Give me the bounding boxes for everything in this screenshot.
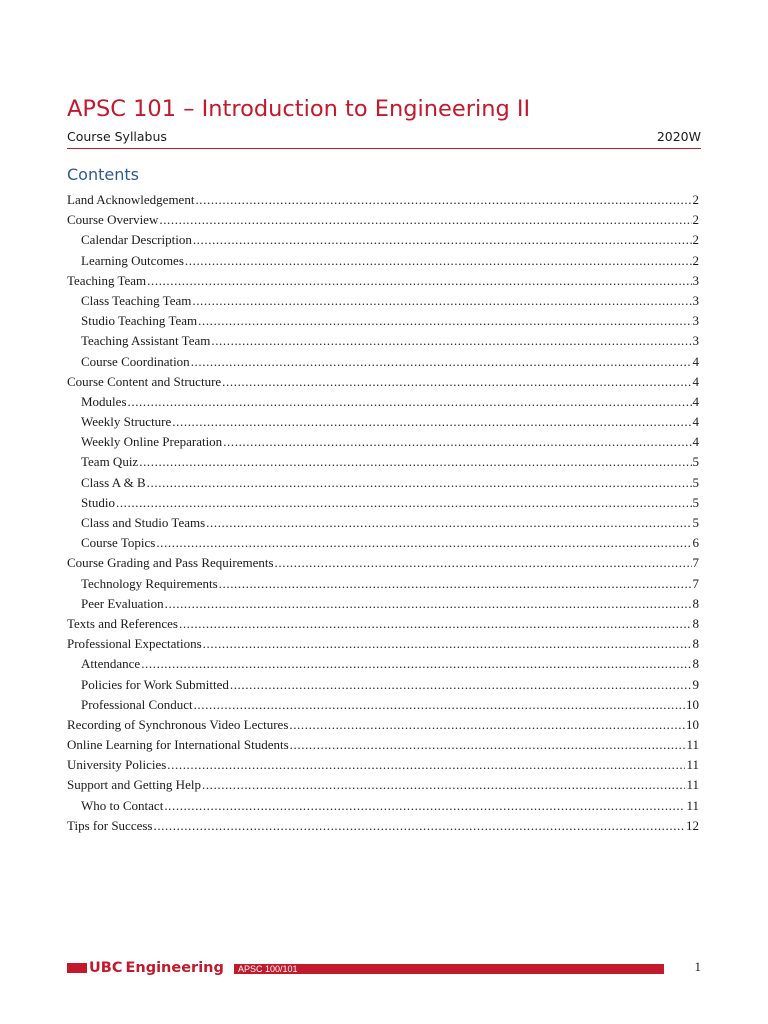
toc-dot-leader [147,271,691,291]
toc-entry-page: 4 [692,353,699,369]
toc-dot-leader [206,513,691,533]
toc-entry-label: Class A & B [81,474,146,490]
toc-entry-page: 2 [692,212,699,228]
toc-entry-page: 3 [692,313,699,329]
logo-block-icon [67,963,87,973]
toc-entry-page: 4 [692,373,699,389]
toc-entry[interactable] [67,230,699,250]
toc-entry-page: 3 [692,272,699,288]
toc-entry[interactable] [67,594,699,614]
toc-dot-leader [153,816,685,836]
toc-entry[interactable] [67,473,699,493]
toc-dot-leader [147,473,692,493]
logo-ubc-text: UBC [89,960,123,976]
toc-entry-label: Texts and References [67,615,178,631]
toc-entry-label: Teaching Assistant Team [81,333,211,349]
toc-entry-page: 2 [692,232,699,248]
toc-dot-leader [194,695,685,715]
toc-entry-page: 4 [692,393,699,409]
toc-entry-label: Course Content and Structure [67,373,222,389]
toc-entry-page: 12 [686,817,699,833]
toc-entry-page: 8 [692,656,699,672]
toc-entry-label: Weekly Online Preparation [81,434,223,450]
ubc-engineering-logo [67,958,224,978]
page-number: 1 [694,959,701,974]
toc-dot-leader [165,594,692,614]
toc-entry-label: Peer Evaluation [81,595,164,611]
footer-course-code-bar [234,964,664,974]
toc-entry-page: 9 [692,676,699,692]
subtitle-course-syllabus: Course Syllabus [67,129,167,144]
toc-entry[interactable] [67,614,699,634]
toc-entry-label: Attendance [81,656,141,672]
toc-entry-label: Weekly Structure [81,414,172,430]
toc-entry-page: 11 [686,737,699,753]
toc-dot-leader [139,452,691,472]
toc-dot-leader [198,311,691,331]
subtitle-term: 2020W [656,129,701,144]
contents-heading: Contents [67,165,139,184]
toc-entry-page: 10 [686,716,699,732]
toc-entry-page: 4 [692,414,699,430]
toc-entry-page: 11 [686,757,699,773]
toc-entry-page: 5 [692,474,699,490]
toc-entry-page: 10 [686,696,699,712]
toc-entry-label: Policies for Work Submitted [81,676,229,692]
toc-entry[interactable] [67,412,699,432]
toc-entry[interactable] [67,311,699,331]
toc-entry[interactable] [67,251,699,271]
toc-entry-label: Support and Getting Help [67,777,201,793]
toc-dot-leader [128,392,692,412]
logo-engineering-text: Engineering [125,960,224,976]
toc-dot-leader [222,372,691,392]
toc-entry-label: Online Learning for International Students [67,737,289,753]
toc-dot-leader [211,331,691,351]
toc-entry-page: 11 [686,777,699,793]
toc-entry[interactable] [67,291,699,311]
toc-dot-leader [116,493,692,513]
toc-dot-leader [223,432,691,452]
toc-entry-label: Professional Conduct [81,696,193,712]
toc-entry[interactable] [67,816,699,836]
toc-entry-label: Teaching Team [67,272,147,288]
toc-dot-leader [141,654,691,674]
toc-entry[interactable] [67,392,699,412]
toc-entry[interactable] [67,715,699,735]
toc-dot-leader [202,775,686,795]
toc-dot-leader [219,574,692,594]
toc-entry[interactable] [67,372,699,392]
toc-entry[interactable] [67,735,699,755]
toc-entry[interactable] [67,533,699,553]
toc-entry-label: Calendar Description [81,232,192,248]
toc-entry-label: Course Grading and Pass Requirements [67,555,274,571]
toc-dot-leader [192,291,691,311]
toc-entry-page: 3 [692,292,699,308]
toc-entry-page: 7 [692,575,699,591]
toc-entry-page: 3 [692,333,699,349]
toc-entry[interactable] [67,452,699,472]
toc-entry[interactable] [67,695,699,715]
toc-entry-label: Professional Expectations [67,636,202,652]
toc-dot-leader [290,735,686,755]
toc-entry-label: Learning Outcomes [81,252,184,268]
toc-dot-leader [230,675,692,695]
toc-entry-page: 8 [692,615,699,631]
toc-entry[interactable] [67,331,699,351]
toc-entry-label: Modules [81,393,127,409]
toc-entry-page: 2 [692,192,699,207]
footer-course-code: APSC 100/101 [238,964,298,974]
toc-entry-label: University Policies [67,757,167,773]
toc-entry[interactable] [67,432,699,452]
toc-entry[interactable] [67,493,699,513]
subtitle-row [67,129,701,149]
toc-dot-leader [156,533,691,553]
toc-entry[interactable] [67,775,699,795]
toc-entry-label: Tips for Success [67,817,153,833]
toc-entry[interactable] [67,271,699,291]
toc-entry-page: 6 [692,535,699,551]
toc-entry[interactable] [67,210,699,230]
toc-dot-leader [191,352,692,372]
toc-entry-page: 5 [692,454,699,470]
toc-dot-leader [185,251,692,271]
toc-entry-label: Course Coordination [81,353,190,369]
toc-dot-leader [179,614,692,634]
toc-dot-leader [275,553,692,573]
toc-entry-page: 5 [692,494,699,510]
toc-entry-page: 8 [692,636,699,652]
toc-entry[interactable] [67,352,699,372]
toc-dot-leader [159,210,691,230]
toc-dot-leader [193,230,692,250]
toc-entry-label: Class Teaching Team [81,292,192,308]
toc-entry-label: Studio [81,494,115,510]
toc-dot-leader [164,796,685,816]
toc-entry[interactable] [67,796,699,816]
toc-entry-label: Technology Requirements [81,575,218,591]
toc-entry-label: Who to Contact [81,797,164,813]
toc-entry-label: Course Overview [67,212,159,228]
toc-entry-label: Team Quiz [81,454,139,470]
toc-entry-page: 11 [686,797,699,813]
toc-dot-leader [195,190,691,210]
page-footer [67,958,701,978]
toc-entry-page: 7 [692,555,699,571]
toc-entry-page: 4 [692,434,699,450]
toc-entry[interactable] [67,654,699,674]
toc-entry-label: Studio Teaching Team [81,313,198,329]
toc-entry-label: Class and Studio Teams [81,515,206,530]
document-title: APSC 101 – Introduction to Engineering II [67,96,531,122]
toc-entry[interactable] [67,755,699,775]
toc-entry-label: Course Topics [81,535,156,551]
toc-dot-leader [172,412,691,432]
toc-entry-page: 5 [692,515,699,530]
toc-entry[interactable] [67,574,699,594]
toc-entry-label: Recording of Synchronous Video Lectures [67,716,289,732]
toc-entry[interactable] [67,553,699,573]
toc-entry-page: 2 [692,252,699,268]
toc-dot-leader [167,755,685,775]
table-of-contents [67,190,699,836]
toc-entry[interactable] [67,513,699,533]
toc-dot-leader [203,634,692,654]
toc-entry-page: 8 [692,595,699,611]
toc-entry[interactable] [67,675,699,695]
toc-entry-label: Land Acknowledgement [67,192,195,207]
toc-entry[interactable] [67,190,699,210]
toc-dot-leader [289,715,685,735]
toc-entry[interactable] [67,634,699,654]
